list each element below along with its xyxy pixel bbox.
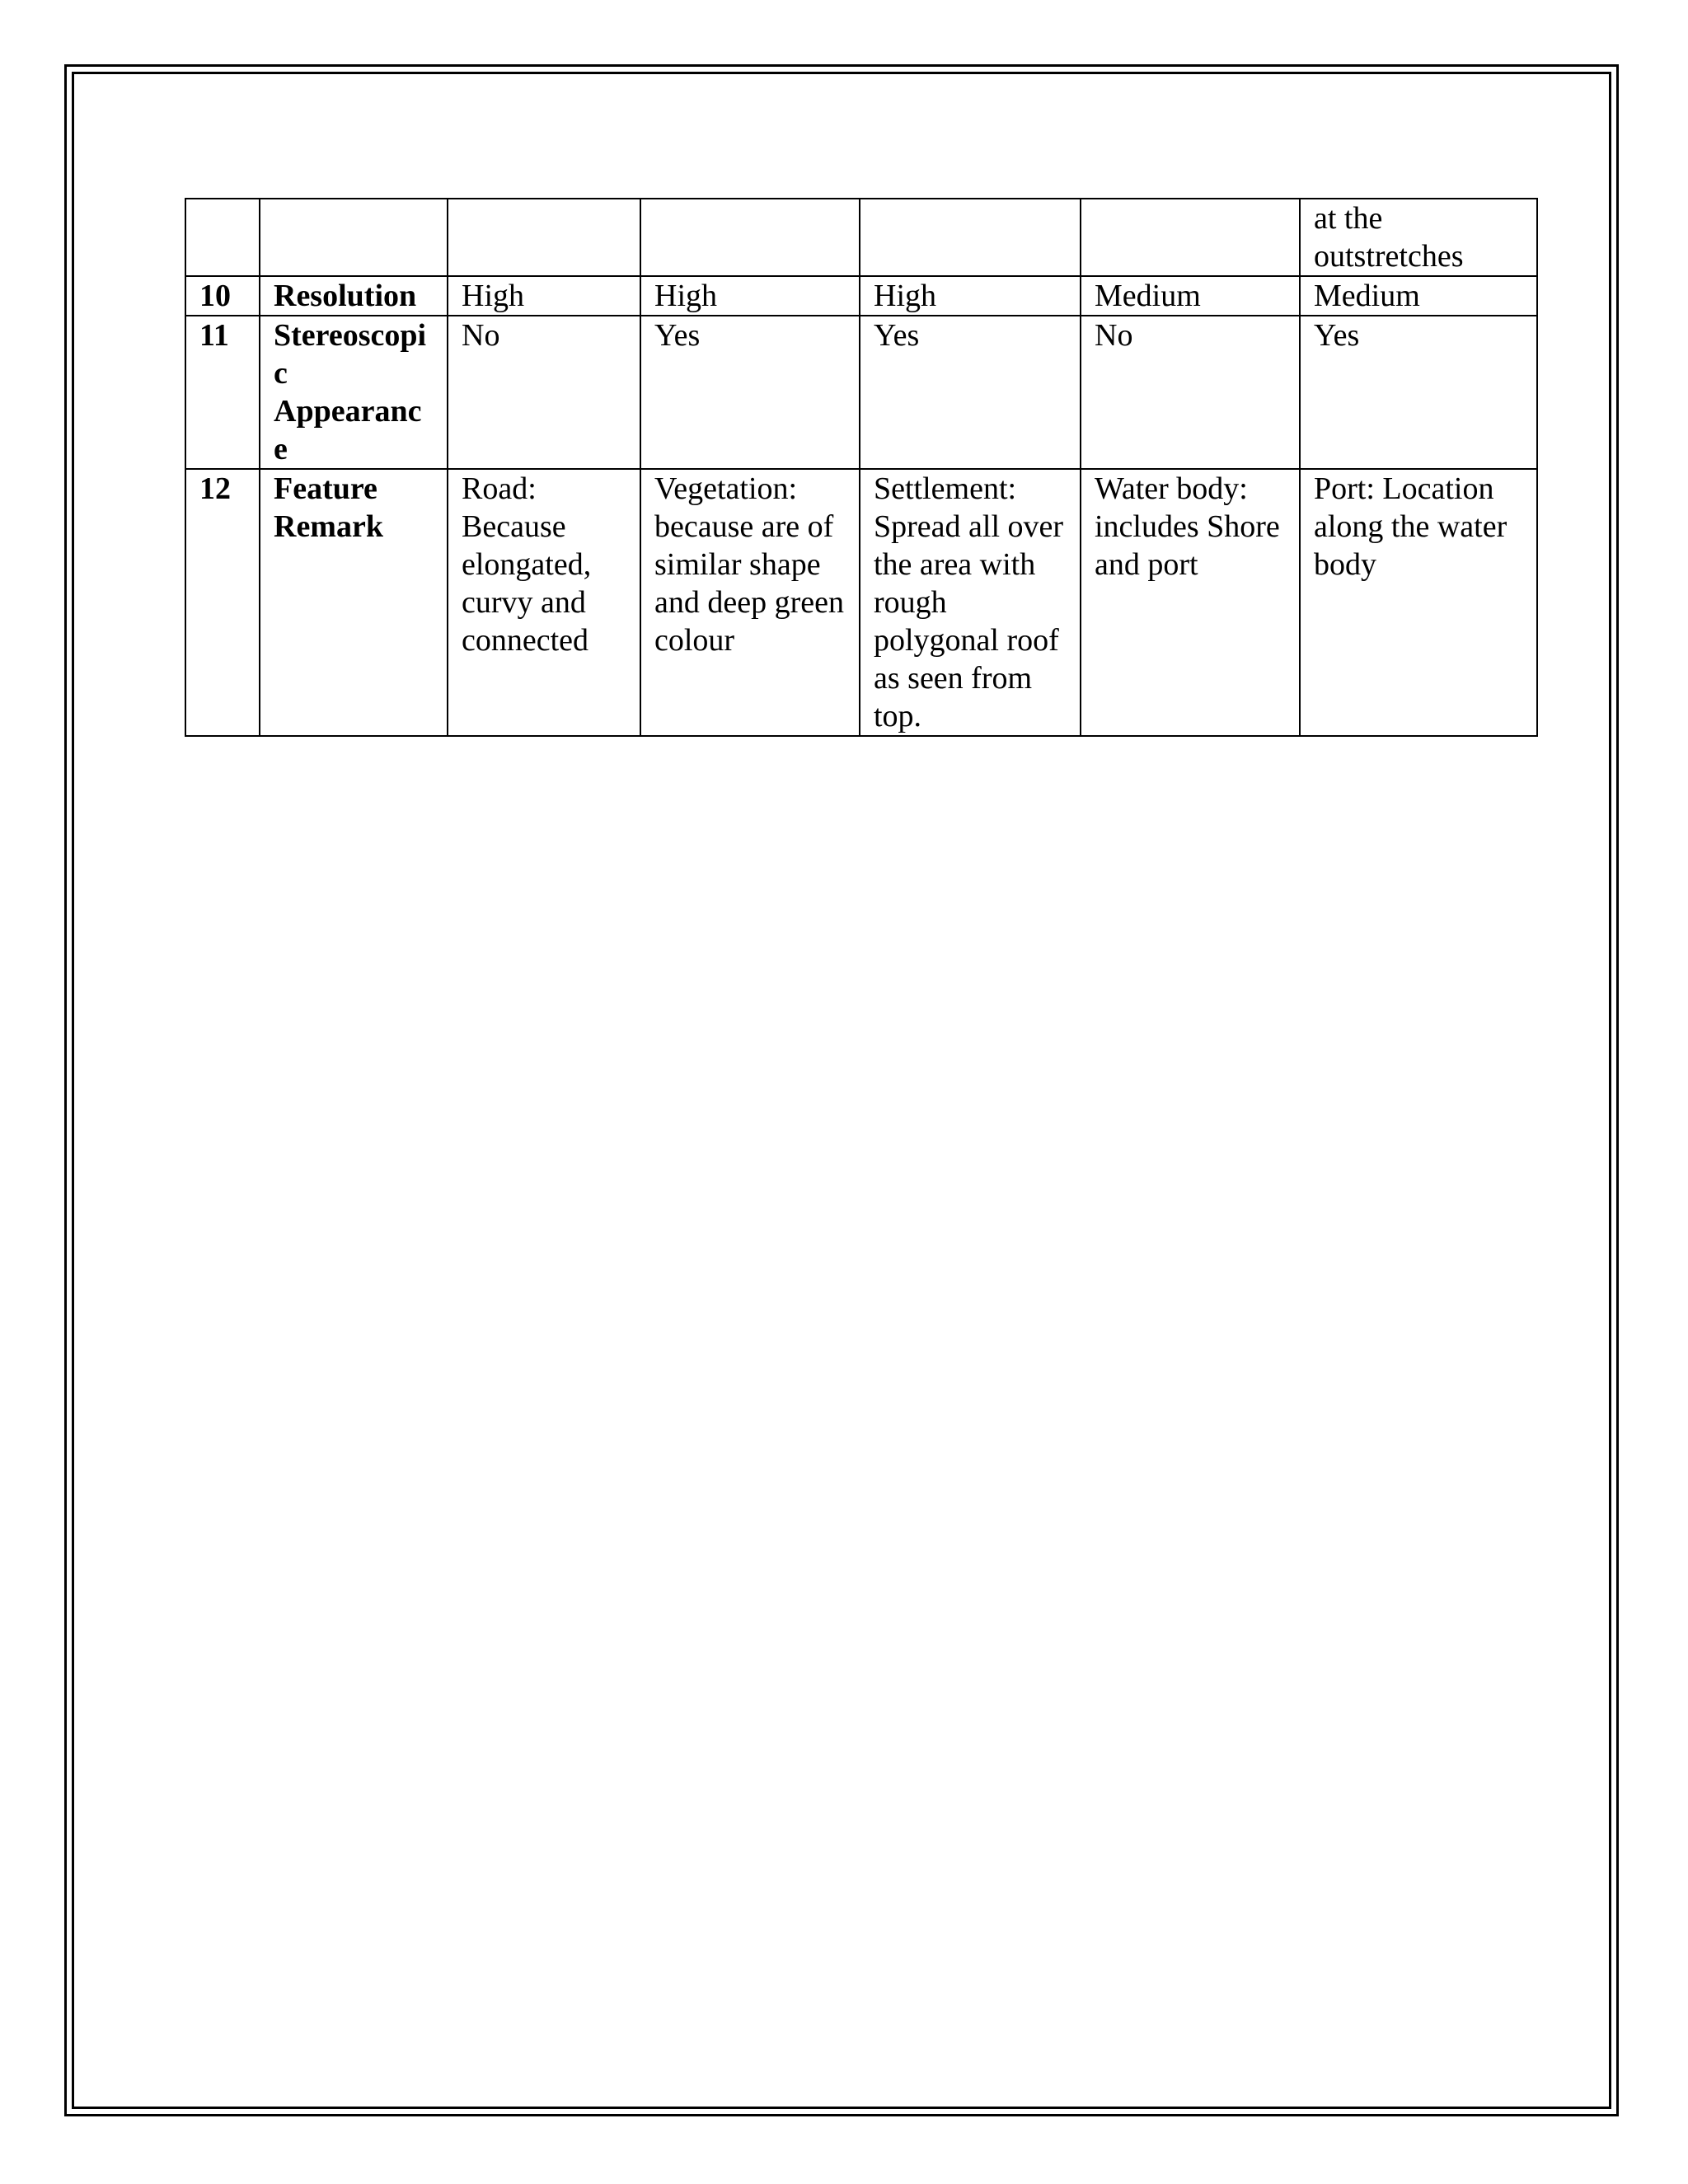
- table-cell: Vegetation: because are of similar shape and deep green colour: [640, 469, 860, 736]
- table-cell: [448, 199, 640, 276]
- table-cell: Settlement: Spread all over the area with rough polygonal roof as seen from top.: [860, 469, 1081, 736]
- table-cell: High: [448, 276, 640, 316]
- table-row: [185, 469, 1537, 736]
- table-cell: Water body: includes Shore and port: [1081, 469, 1300, 736]
- table-cell: Yes: [860, 316, 1081, 469]
- table-row: [185, 199, 1537, 276]
- table-cell: No: [1081, 316, 1300, 469]
- row-number: 10: [185, 276, 260, 316]
- table-cell: Yes: [1300, 316, 1537, 469]
- interpretation-table: [185, 198, 1538, 737]
- table-cell: High: [640, 276, 860, 316]
- table-cell: [860, 199, 1081, 276]
- table-cell: Port: Location along the water body: [1300, 469, 1537, 736]
- table-cell: Medium: [1081, 276, 1300, 316]
- table-cell: High: [860, 276, 1081, 316]
- table-cell: Yes: [640, 316, 860, 469]
- table-cell: [1081, 199, 1300, 276]
- table-cell: at the outstretches: [1300, 199, 1537, 276]
- table-row: [185, 276, 1537, 316]
- row-parameter: Stereoscopic Appearance: [260, 316, 448, 469]
- table-row: [185, 316, 1537, 469]
- table-cell: Medium: [1300, 276, 1537, 316]
- table-cell: Road: Because elongated, curvy and connected: [448, 469, 640, 736]
- row-parameter: Resolution: [260, 276, 448, 316]
- row-number: [185, 199, 260, 276]
- row-parameter: [260, 199, 448, 276]
- row-number: 11: [185, 316, 260, 469]
- row-parameter: Feature Remark: [260, 469, 448, 736]
- table-cell: No: [448, 316, 640, 469]
- table-cell: [640, 199, 860, 276]
- row-number: 12: [185, 469, 260, 736]
